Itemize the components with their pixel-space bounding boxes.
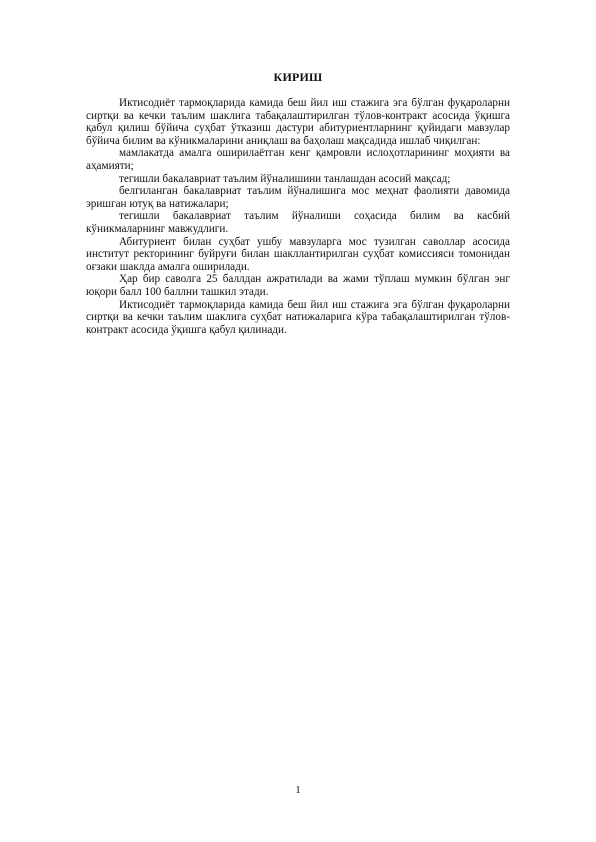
list-item-goal: тегишли бакалавриат таълим йўналишини танлашдан асосий мақсад; <box>119 172 451 185</box>
list-item-achievements: белгиланган бакалавриат таълим йўналишига мос меҳнат фаолияти давомида эришган ютуқ ва натижалари; <box>86 185 510 210</box>
list-item-skills: тегишли бакалавриат таълим йўналиши соҳасида билим ва касбий кўникмаларнинг мавжудлиги. <box>86 210 510 235</box>
paragraph-admission: Иктисодиёт тармоқларида камида беш йил иш стажига эга бўлган фуқароларни сиртқи ва кечки таълим шаклига суҳбат натижаларига кўра табақалаштирилган тўлов-контракт асосида ўқишга қабул қилинади. <box>86 298 510 336</box>
paragraph-scoring: Ҳар бир саволга 25 баллдан ажратилади ва жами тўплаш мумкин бўлган энг юқори балл 100 баллни ташкил этади. <box>86 273 510 298</box>
list-item-reforms: мамлакатда амалга оширилаётган кенг қамровли ислоҳотларининг моҳияти ва аҳамияти; <box>86 147 510 172</box>
page-number: 1 <box>295 784 301 796</box>
document-body <box>86 97 510 336</box>
paragraph-intro: Иктисодиёт тармоқларида камида беш йил иш стажига эга бўлган фуқароларни сиртқи ва кечки таълим шаклига табақалаштирилган тўлов-контракт асосида ўқишга қабул қилиш бўйича суҳбат ўтказиш дастури абитуриентларнинг қуйидаги мавзулар бўйича билим ва кўникмаларини аниқлаш ва баҳолаш мақсадида ишлаб чиқилган: <box>86 97 510 147</box>
page-title: КИРИШ <box>273 70 323 84</box>
paragraph-interview: Абитуриент билан суҳбат ушбу мавзуларга мос тузилган саволлар асосида институт ректорининг буйруғи билан шакллантирилган суҳбат комиссияси томонидан оғзаки шаклда амалга оширилади. <box>86 235 510 273</box>
